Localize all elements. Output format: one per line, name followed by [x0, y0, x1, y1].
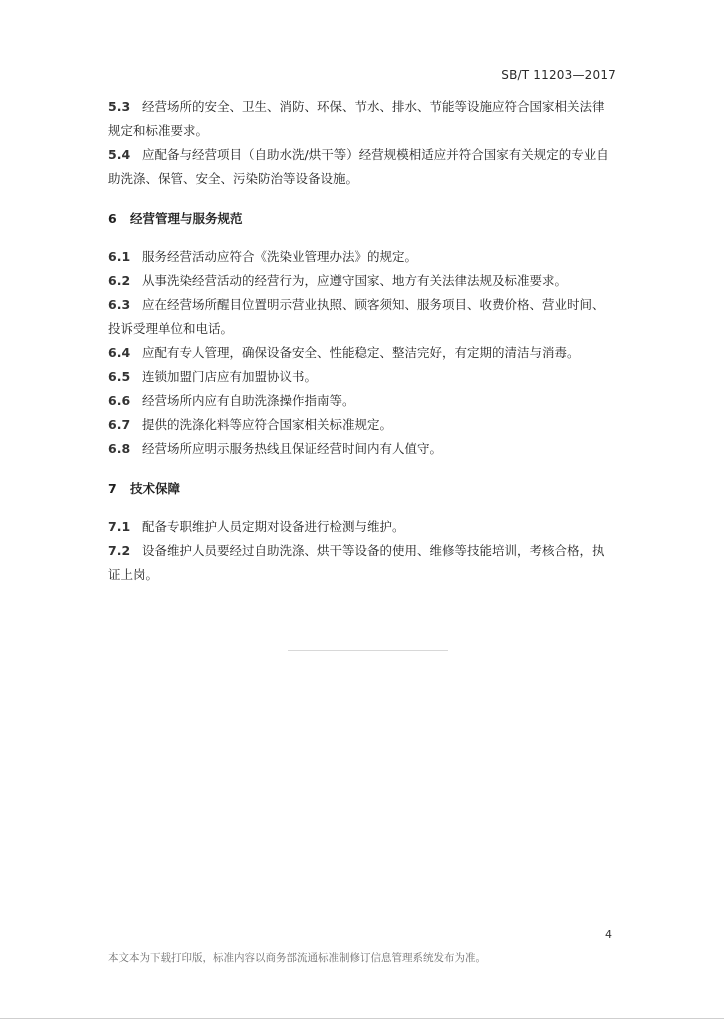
clause-6-6 — [108, 389, 616, 413]
section-number: 7 — [108, 481, 117, 496]
clause-6-3 — [108, 293, 616, 341]
section-heading-6 — [108, 207, 616, 231]
clause-number: 7.2 — [108, 543, 131, 558]
clause-text: 设备维护人员要经过自助洗涤、烘干等设备的使用、维修等技能培训，考核合格，执 — [142, 543, 605, 558]
clause-text: 连锁加盟门店应有加盟协议书。 — [142, 369, 318, 384]
clause-6-4 — [108, 341, 616, 365]
clause-number: 6.2 — [108, 273, 131, 288]
clause-6-8 — [108, 437, 616, 461]
clause-text: 提供的洗涤化料等应符合国家相关标准规定。 — [142, 417, 393, 432]
document-body — [108, 95, 616, 587]
clause-7-1 — [108, 515, 616, 539]
section-number: 6 — [108, 211, 117, 226]
clause-6-5 — [108, 365, 616, 389]
document-code: SB/T 11203—2017 — [501, 68, 616, 82]
clause-6-2 — [108, 269, 616, 293]
clause-text: 经营场所的安全、卫生、消防、环保、节水、排水、节能等设施应符合国家相关法律 — [142, 99, 605, 114]
clause-number: 6.1 — [108, 249, 131, 264]
clause-6-7 — [108, 413, 616, 437]
clause-text: 从事洗染经营活动的经营行为，应遵守国家、地方有关法律法规及标准要求。 — [142, 273, 568, 288]
clause-number: 6.3 — [108, 297, 131, 312]
clause-text: 服务经营活动应符合《洗染业管理办法》的规定。 — [142, 249, 418, 264]
clause-number: 7.1 — [108, 519, 131, 534]
clause-7-2 — [108, 539, 616, 587]
clause-text: 经营场所内应有自助洗涤操作指南等。 — [142, 393, 355, 408]
clause-text-continued: 规定和标准要求。 — [108, 123, 209, 138]
footer-note: 本文本为下载打印版，标准内容以商务部流通标准制修订信息管理系统发布为准。 — [108, 952, 486, 964]
clause-number: 6.5 — [108, 369, 131, 384]
end-of-text-rule — [288, 650, 448, 651]
clause-5-3 — [108, 95, 616, 143]
section-title: 技术保障 — [130, 481, 181, 496]
clause-5-4 — [108, 143, 616, 191]
clause-number: 5.3 — [108, 99, 131, 114]
clause-text: 应在经营场所醒目位置明示营业执照、顾客须知、服务项目、收费价格、营业时间、 — [142, 297, 605, 312]
clause-text: 配备专职维护人员定期对设备进行检测与维护。 — [142, 519, 405, 534]
clause-text: 应配备与经营项目（自助水洗/烘干等）经营规模相适应并符合国家有关规定的专业自 — [142, 147, 609, 162]
clause-6-1 — [108, 245, 616, 269]
clause-text-continued: 证上岗。 — [108, 567, 159, 582]
clause-text: 应配有专人管理，确保设备安全、性能稳定、整洁完好，有定期的清洁与消毒。 — [142, 345, 580, 360]
clause-text: 经营场所应明示服务热线且保证经营时间内有人值守。 — [142, 441, 443, 456]
clause-number: 6.4 — [108, 345, 131, 360]
section-heading-7 — [108, 477, 616, 501]
page-number: 4 — [605, 928, 612, 941]
section-title: 经营管理与服务规范 — [130, 211, 243, 226]
clause-number: 5.4 — [108, 147, 131, 162]
clause-number: 6.7 — [108, 417, 131, 432]
clause-text-continued: 投诉受理单位和电话。 — [108, 321, 234, 336]
clause-number: 6.8 — [108, 441, 131, 456]
bottom-divider — [0, 1018, 724, 1019]
clause-number: 6.6 — [108, 393, 131, 408]
clause-text-continued: 助洗涤、保管、安全、污染防治等设备设施。 — [108, 171, 359, 186]
